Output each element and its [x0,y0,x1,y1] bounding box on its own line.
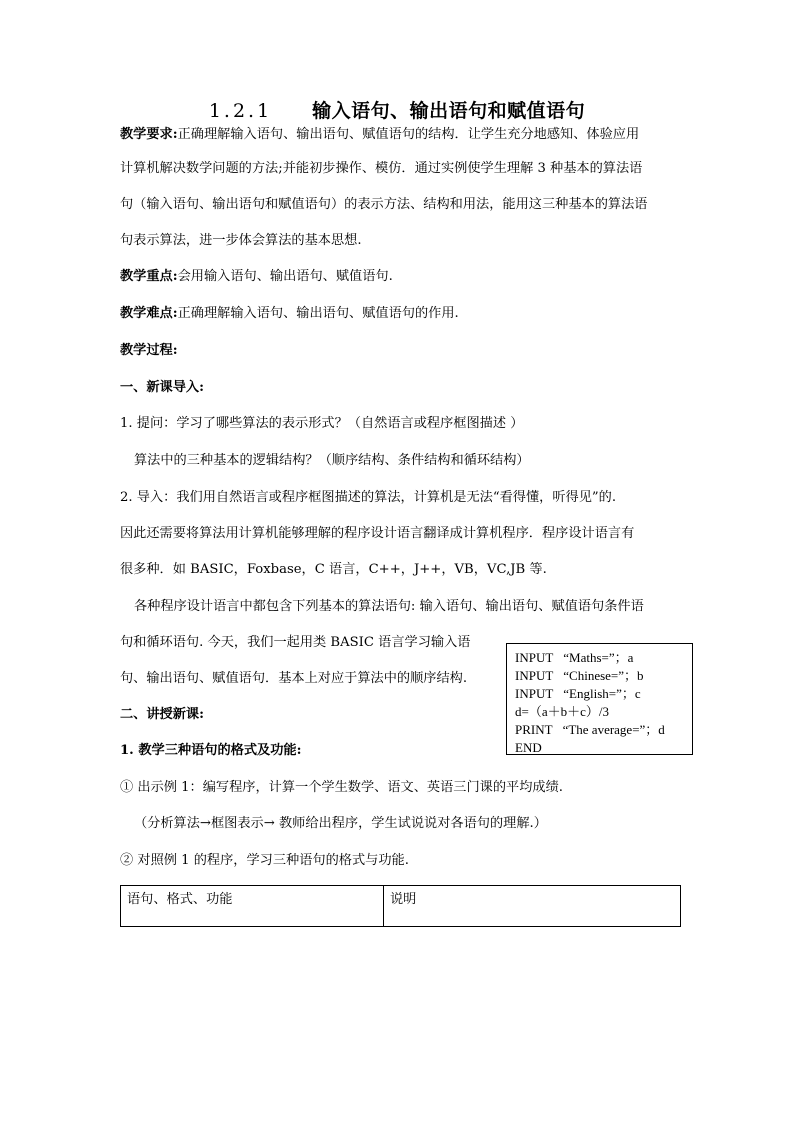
requirements-line-4: 句表示算法，进一步体会算法的基本思想. [120,233,362,248]
section1-line-1: 1. 提问：学习了哪些算法的表示形式？（自然语言或程序框图描述 ） [120,416,524,431]
section2-subheading: 1. 教学三种语句的格式及功能: [120,743,302,758]
section1-line-8: 句、输出语句、赋值语句．基本上对应于算法中的顺序结构. [120,671,468,686]
difficulties [120,305,459,323]
section1-line-7: 句和循环语句. 今天，我们一起用类 BASIC 语言学习输入语 [120,635,471,650]
code-line-3: INPUT “English=”；c [515,686,641,701]
difficulties-text: 正确理解输入语句、输出语句、赋值语句的作用. [177,306,459,321]
requirements-text-1: 正确理解输入语句、输出语句、赋值语句的结构．让学生充分地感知、体验应用 [177,127,640,142]
difficulties-label: 教学难点: [120,306,178,321]
title-text: 输入语句、输出语句和赋值语句 [312,100,586,122]
section2-line-2: （分析算法→框图表示→ 教师给出程序，学生试说说对各语句的理解.） [134,816,547,831]
section1-heading: 一、新课导入: [120,380,204,395]
key-points-text: 会用输入语句、输出语句、赋值语句. [177,269,393,284]
code-line-5: PRINT “The average=”；d [515,722,665,737]
section2-line-3: ② 对照例 1 的程序，学习三种语句的格式与功能. [120,853,409,868]
program-code-box [506,643,693,755]
section1-line-5: 很多种．如 BASIC，Foxbase，C 语言，C++，J++，VB，VC,JB 等. [120,562,547,577]
requirements-line-3: 句（输入语句、输出语句和赋值语句）的表示方法、结构和用法，能用这三种基本的算法语 [120,197,648,212]
process-label: 教学过程: [120,343,178,358]
requirements-line-1 [120,126,639,144]
requirements-label: 教学要求: [120,127,178,142]
syntax-table [120,885,681,927]
table-header-notes: 说明 [384,886,681,927]
section1-line-3: 2. 导入：我们用自然语言或程序框图描述的算法，计算机是无法“看得懂，听得见”的. [120,490,617,505]
title-number: 1.2.1 [208,100,273,122]
code-line-6: END [515,740,542,755]
table-row [121,886,681,927]
section1-line-6: 各种程序设计语言中都包含下列基本的算法语句: 输入语句、输出语句、赋值语句条件语 [134,599,644,614]
code-line-4: d=（a＋b＋c）/3 [515,704,609,719]
section1-line-2: 算法中的三种基本的逻辑结构？（顺序结构、条件结构和循环结构） [134,453,530,468]
table-header-statement: 语句、格式、功能 [121,886,384,927]
key-points-label: 教学重点: [120,269,178,284]
page-title [0,96,794,123]
code-line-1: INPUT “Maths=”；a [515,650,634,665]
section2-line-1: ① 出示例 1：编写程序，计算一个学生数学、语文、英语三门课的平均成绩. [120,780,563,795]
requirements-line-2: 计算机解决数学问题的方法;并能初步操作、模仿．通过实例使学生理解 3 种基本的算法语 [120,161,643,176]
section2-heading: 二、讲授新课: [120,707,204,722]
key-points [120,268,393,286]
section1-line-4: 因此还需要将算法用计算机能够理解的程序设计语言翻译成计算机程序．程序设计语言有 [120,526,635,541]
code-line-2: INPUT “Chinese=”；b [515,668,644,683]
